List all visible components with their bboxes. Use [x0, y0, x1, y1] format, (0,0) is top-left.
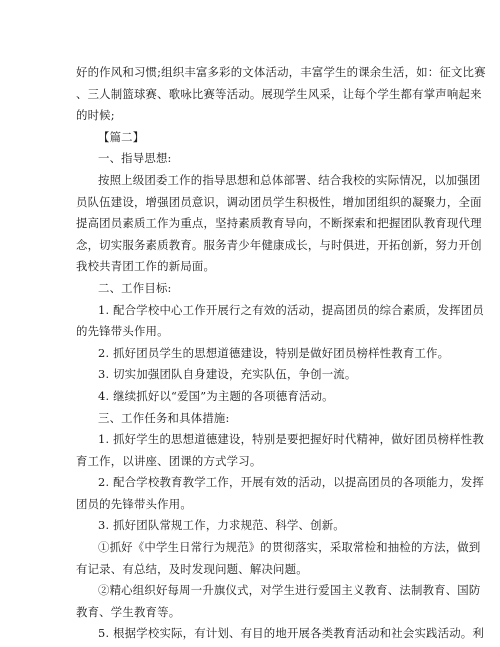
- list-item: 2. 抓好团员学生的思想道德建设，特别是做好团员榜样性教育工作。: [98, 345, 450, 360]
- text-line: 提高团员素质工作为重点，坚持素质教育导向，不断探索和把握团队教育现代理: [76, 216, 482, 231]
- text-line: 团员的先锋带头作用。: [76, 496, 192, 511]
- text-line: 念，切实服务素质教育。服务青少年健康成长，与时俱进，开拓创新，努力开创: [76, 237, 482, 252]
- list-item: ①抓好《中学生日常行为规范》的贯彻落实，采取常检和抽检的方法，做到: [98, 540, 481, 555]
- text-line: 教育、学生教育等。: [76, 604, 181, 619]
- list-item: 3. 抓好团队常规工作，力求规范、科学、创新。: [98, 518, 345, 533]
- text-line: 、三人制篮球赛、歌咏比赛等活动。展现学生风采，让每个学生都有掌声响起来: [76, 86, 482, 101]
- list-item: 3. 切实加强团队自身建设，充实队伍，争创一流。: [98, 367, 357, 382]
- text-line: 的先锋带头作用。: [76, 324, 169, 339]
- list-item: 1. 配合学校中心工作开展行之有效的活动，提高团员的综合素质，发挥团员: [98, 302, 484, 317]
- text-line: 我校共青团工作的新局面。: [76, 259, 216, 274]
- section-heading: 【篇二】: [98, 129, 145, 144]
- list-item: 1. 抓好学生的思想道德建设，特别是要把握好时代精神，做好团员榜样性教: [98, 432, 484, 447]
- list-item: 4. 继续抓好以“爱国”为主题的各项德育活动。: [98, 388, 334, 403]
- text-line: 育工作，以讲座、团课的方式学习。: [76, 453, 262, 468]
- text-line: 好的作风和习惯;组织丰富多彩的文体活动，丰富学生的课余生活，如：征文比赛: [76, 65, 486, 79]
- text-line: 有记录、有总结，及时发现问题、解决问题。: [76, 561, 308, 576]
- subheading: 三、工作任务和具体措施:: [98, 410, 230, 425]
- list-item: ②精心组织好每周一升旗仪式，对学生进行爱国主义教育、法制教育、国防: [98, 583, 481, 598]
- text-line: 员队伍建设，增强团员意识，调动团员学生积极性，增加团组织的凝聚力，全面: [76, 194, 482, 209]
- list-item: 2. 配合学校教育教学工作，开展有效的活动，以提高团员的各项能力，发挥: [98, 475, 484, 490]
- subheading: 二、工作目标:: [98, 280, 172, 295]
- list-item: 5. 根据学校实际，有计划、有目的地开展各类教育活动和社会实践活动。利: [98, 626, 484, 641]
- subheading: 一、指导思想:: [98, 151, 172, 166]
- text-line: 按照上级团委工作的指导思想和总体部署、结合我校的实际情况，以加强团: [98, 172, 481, 187]
- text-line: 的时候;: [76, 108, 115, 123]
